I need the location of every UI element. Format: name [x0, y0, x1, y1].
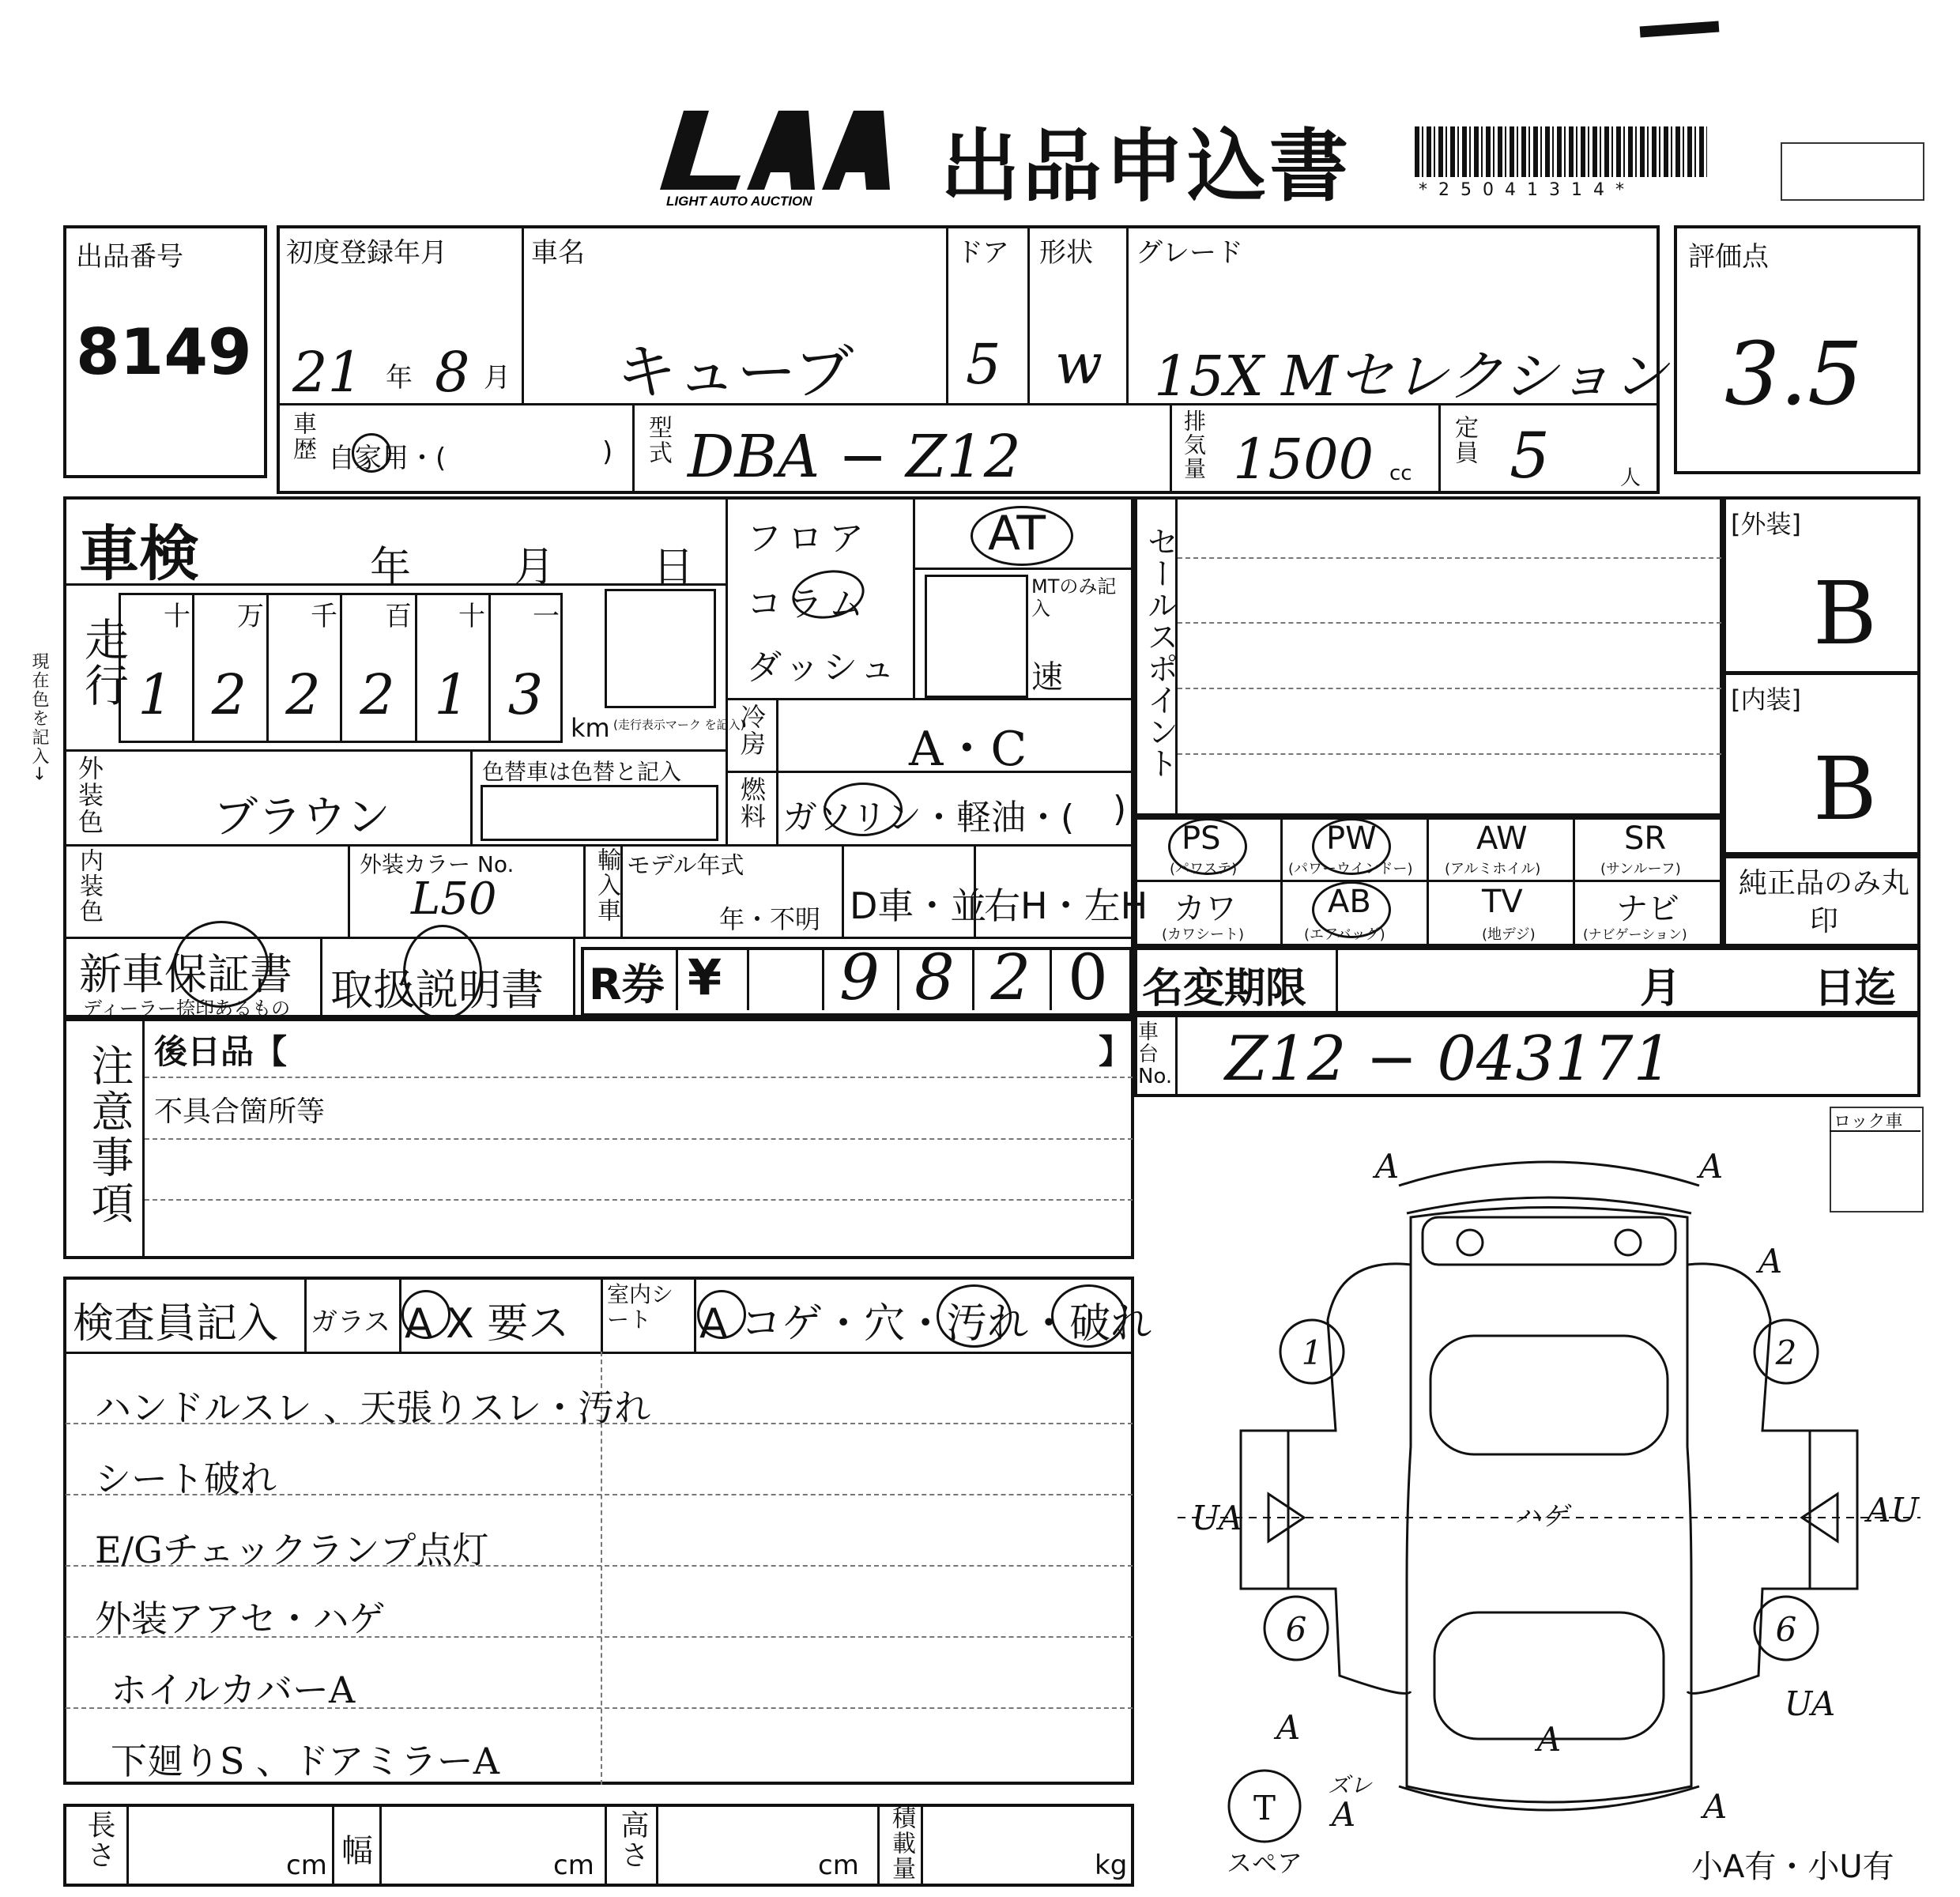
brand-sub: LIGHT AUTO AUCTION	[666, 194, 812, 209]
inspector-remark: シート破れ	[95, 1458, 277, 1500]
exterior-grade-value: B	[1813, 563, 1877, 664]
score-value: 3.5	[1724, 323, 1863, 424]
damage-mark: AU	[1867, 1491, 1919, 1529]
option-leather: カワ	[1174, 891, 1237, 927]
history-value: 自家用・(	[328, 443, 447, 474]
listing-number-label: 出品番号	[76, 241, 183, 273]
warranty-label: 新車保証書	[79, 949, 292, 999]
capacity-value: 5	[1510, 419, 1550, 492]
mileage-mark-box	[605, 589, 716, 708]
exterior-color-value: ブラウン	[213, 792, 390, 843]
color-no-label: 外装カラー No.	[360, 851, 514, 877]
damage-mark: A	[1331, 1795, 1356, 1834]
interior-grade-value: B	[1813, 738, 1877, 839]
side-note: 現在色を記入→	[29, 652, 49, 783]
registration-year-unit: 年	[386, 362, 413, 394]
width-label: 幅	[341, 1833, 373, 1869]
color-no-value: L50	[411, 873, 497, 925]
damage-mark: ズレ	[1327, 1772, 1373, 1798]
damage-mark: A	[1758, 1242, 1783, 1280]
mileage-unit-label: 千	[311, 601, 337, 632]
load-unit: kg	[1095, 1850, 1128, 1881]
damage-mark: A	[1702, 1787, 1728, 1826]
load-label: 積載量	[888, 1805, 915, 1881]
model-value: DBA − Z12	[688, 423, 1021, 491]
later-items-label: 後日品【	[154, 1032, 288, 1071]
listing-number-value: 8149	[76, 315, 252, 389]
option-sr-sub: (サンルーフ)	[1600, 861, 1681, 877]
length-unit: cm	[286, 1850, 327, 1881]
mileage-label: 走行	[77, 617, 129, 708]
score-box	[1674, 225, 1920, 474]
gasoline-circle	[824, 783, 903, 836]
recycle-digit: 0	[1068, 941, 1108, 1014]
manual-label: 取扱説明書	[330, 965, 544, 1015]
dimensions-box	[63, 1804, 1134, 1887]
option-navi-sub: (ナビゲーション)	[1583, 927, 1687, 943]
fuel-value: ガソリン・軽油・(	[782, 798, 1075, 838]
mileage-digit: 1	[434, 662, 469, 727]
option-tv-sub: (地デジ)	[1482, 926, 1536, 943]
inspection-month: 月	[514, 544, 556, 591]
recycle-digit: 9	[839, 941, 880, 1014]
history-close: )	[602, 436, 613, 468]
exterior-grade-label: [外装]	[1731, 509, 1801, 539]
displacement-unit: cc	[1389, 462, 1412, 485]
shift-dash: ダッシュ	[747, 647, 899, 688]
option-aw: AW	[1476, 820, 1528, 857]
option-pw: PW	[1326, 820, 1377, 857]
option-aw-sub: (アルミホイル)	[1445, 861, 1541, 877]
name-change-month: 月	[1640, 965, 1682, 1013]
model-label: 型式	[644, 415, 672, 466]
inspection-year: 年	[370, 544, 412, 591]
ps-circle	[1168, 818, 1247, 875]
genuine-only-box	[1723, 855, 1920, 947]
defects-label: 不具合箇所等	[154, 1096, 326, 1128]
damage-mark: A	[1698, 1147, 1724, 1186]
damage-mark: A	[1536, 1720, 1562, 1759]
mt-speed: 速	[1031, 659, 1063, 696]
wheel-label: 6	[1285, 1610, 1307, 1649]
spare-label: スペア	[1226, 1848, 1303, 1878]
recycle-digit: 2	[990, 941, 1031, 1014]
page-title: 出品申込書	[940, 120, 1351, 213]
length-label: 長さ	[83, 1810, 115, 1870]
recycle-label: R券	[589, 960, 665, 1009]
option-ps-sub: (パワステ)	[1170, 861, 1238, 877]
damage-mark: UA	[1784, 1684, 1836, 1723]
registration-year: 21	[292, 340, 364, 405]
aircon-value: A・C	[909, 722, 1027, 777]
torn-circle	[1051, 1284, 1126, 1348]
wheel-label: 2	[1775, 1333, 1797, 1372]
glass-value: A X 要ス	[405, 1300, 570, 1348]
option-tv: TV	[1482, 884, 1523, 920]
model-year-value: 年・不明	[719, 904, 821, 934]
door-value: 5	[966, 332, 1001, 397]
displacement-label: 排気量	[1181, 409, 1207, 481]
option-pw-sub: (パワーウインドー)	[1288, 861, 1413, 877]
door-label: ドア	[956, 237, 1009, 269]
interior-grade-label: [内装]	[1731, 685, 1801, 715]
aircon-label: 冷房	[737, 703, 767, 757]
mileage-digit: 2	[360, 662, 395, 727]
recycle-digit: 8	[914, 941, 955, 1014]
damage-mark: A	[1374, 1147, 1400, 1186]
mt-note: MTのみ記入	[1031, 575, 1117, 620]
seat-a-circle	[697, 1290, 746, 1339]
sales-point-label: セールスポイント	[1142, 526, 1178, 779]
inspector-label: 検査員記入	[73, 1300, 279, 1348]
damage-mark: ハゲ	[1514, 1501, 1568, 1533]
name-change-label: 名変期限	[1142, 965, 1307, 1013]
ink-smudge	[1640, 21, 1720, 38]
inspection-day: 日	[653, 544, 695, 591]
capacity-unit: 人	[1620, 466, 1642, 490]
laa-logo	[660, 111, 925, 209]
registration-month-unit: 月	[484, 362, 511, 394]
private-use-circle	[352, 433, 391, 473]
inspector-remark: ホイルカバーA	[111, 1669, 356, 1711]
inspection-label: 車検	[79, 519, 199, 589]
recycle-yen: ¥	[688, 948, 722, 1006]
inspector-remark: E/Gチェックランプ点灯	[95, 1529, 489, 1571]
lock-car-label: ロック車	[1834, 1112, 1903, 1132]
option-leather-sub: (カワシート)	[1162, 926, 1245, 943]
chassis-label: 車台 No.	[1138, 1020, 1173, 1088]
listing-number-box	[63, 225, 267, 478]
repaint-box	[481, 785, 718, 841]
grade-label: グレード	[1136, 237, 1243, 269]
later-items-close: 】	[1099, 1032, 1133, 1071]
mt-speed-box	[925, 575, 1028, 698]
damage-mark: UA	[1191, 1499, 1243, 1537]
shape-label: 形状	[1039, 237, 1093, 269]
car-diagram	[1170, 1138, 1952, 1881]
repaint-label: 色替車は色替と記入	[482, 759, 682, 785]
name-change-day: 日迄	[1814, 965, 1897, 1013]
option-ab-sub: (エアバッグ)	[1304, 926, 1385, 943]
registration-month: 8	[435, 340, 470, 405]
option-ab: AB	[1328, 884, 1371, 920]
at-circle	[971, 506, 1073, 566]
score-label: 評価点	[1688, 241, 1769, 273]
barcode	[1415, 126, 1707, 177]
interior-grade-box	[1723, 672, 1920, 855]
sales-point-box	[1134, 496, 1723, 817]
inspector-remark: 下廻りS 、ドアミラーA	[111, 1740, 499, 1782]
genuine-only-label: 純正品のみ丸印	[1738, 867, 1909, 937]
barcode-number: *25041314*	[1419, 180, 1635, 200]
grade-value: 15X Mセレクション	[1154, 344, 1668, 409]
mileage-digit: 2	[285, 662, 321, 727]
fuel-close: )	[1113, 789, 1127, 829]
inspector-remark: 外装アアセ・ハゲ	[95, 1597, 386, 1640]
chassis-value: Z12 − 043171	[1225, 1024, 1673, 1095]
wheel-label: 1	[1301, 1333, 1323, 1372]
car-name-value: キューブ	[616, 337, 854, 407]
glass-label: ガラス	[311, 1307, 390, 1338]
mileage-note: (走行表示マーク を記入)	[613, 718, 745, 732]
mileage-unit-label: 百	[385, 601, 412, 632]
import-label: 輸入車	[593, 847, 620, 923]
car-name-label: 車名	[531, 237, 585, 269]
mileage-unit-label: 十	[164, 601, 190, 632]
footer-note: 小A有・小U有	[1691, 1849, 1894, 1885]
inspector-remark: ハンドルスレ 、天張りスレ・汚れ	[95, 1386, 651, 1429]
shape-value: w	[1055, 332, 1102, 397]
pw-circle	[1312, 818, 1391, 875]
mileage-unit-label: 一	[533, 601, 560, 632]
option-navi: ナビ	[1616, 891, 1679, 927]
shift-column: コラム	[747, 584, 870, 624]
capacity-label: 定員	[1450, 415, 1478, 466]
damage-mark: A	[1276, 1708, 1301, 1747]
notes-label: 注意事項	[85, 1043, 134, 1227]
wheel-label: 6	[1775, 1610, 1797, 1649]
dirty-circle	[937, 1284, 1012, 1348]
mileage-digit: 3	[507, 662, 544, 727]
shift-trans: AT	[988, 506, 1046, 561]
warranty-circle	[174, 921, 269, 1008]
interior-color-label: 内装色	[75, 848, 103, 924]
spare-mark: T	[1253, 1789, 1276, 1827]
mileage-digit: 2	[211, 662, 247, 727]
ab-circle	[1312, 881, 1391, 938]
glass-a-circle	[401, 1290, 450, 1339]
exterior-color-label: 外装色	[74, 755, 104, 835]
option-sr: SR	[1624, 820, 1667, 857]
width-unit: cm	[553, 1850, 594, 1881]
mileage-digit: 1	[138, 662, 173, 727]
displacement-value: 1500	[1233, 427, 1374, 492]
stamp-box	[1781, 142, 1924, 201]
handle-side: 右H・左H	[984, 884, 1148, 927]
seat-value: A コゲ・穴・汚れ・破れ	[699, 1300, 1152, 1348]
history-label: 車歴	[288, 411, 316, 462]
shift-floor: フロア	[747, 519, 870, 559]
mileage-unit-label: 十	[458, 601, 485, 632]
height-unit: cm	[818, 1850, 859, 1881]
manual-circle	[403, 925, 482, 1020]
warranty-note: ディーラー捺印あるもの	[83, 998, 291, 1020]
mileage-unit: km	[571, 713, 610, 743]
model-year-label: モデル年式	[627, 852, 744, 880]
registration-label: 初度登録年月	[286, 237, 447, 269]
exterior-grade-box	[1723, 496, 1920, 674]
height-label: 高さ	[616, 1810, 649, 1870]
mileage-unit-label: 万	[237, 601, 264, 632]
fuel-label: 燃料	[737, 776, 767, 830]
seat-label: 室内シート	[607, 1281, 674, 1333]
option-ps: PS	[1182, 820, 1221, 857]
dealer-car: D車・並	[850, 884, 987, 927]
